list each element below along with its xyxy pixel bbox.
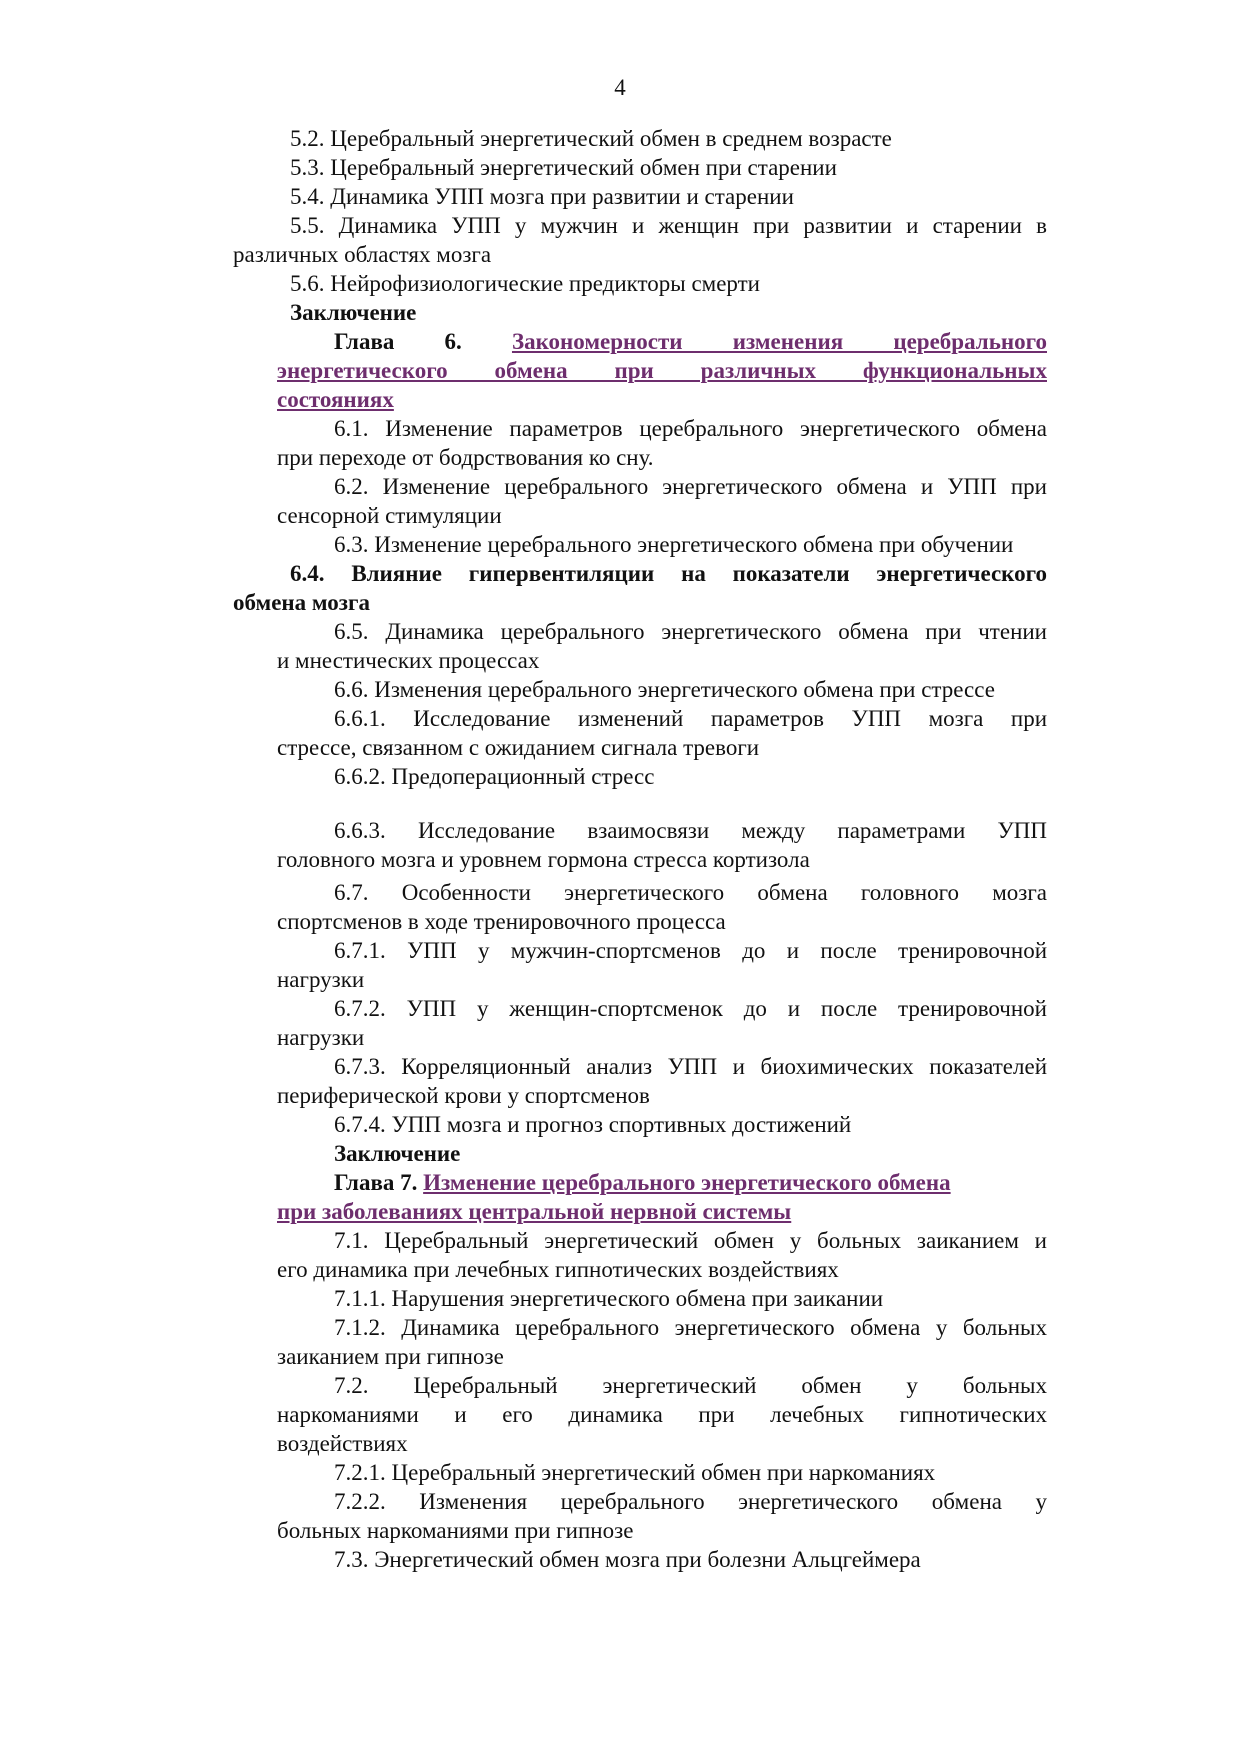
section-conclusion-6: Заключение bbox=[334, 1141, 461, 1166]
toc-entry-6-1: 6.1. Изменение параметров церебрального энергетического обмена bbox=[334, 416, 1047, 441]
toc-entry-6-6-1-cont: стрессе, связанном с ожиданием сигнала тревоги bbox=[277, 735, 760, 760]
toc-entry-6-6-1: 6.6.1. Исследование изменений параметров УПП мозга при bbox=[334, 706, 1047, 731]
toc-entry-5-6: 5.6. Нейрофизиологические предикторы смерти bbox=[290, 271, 760, 296]
toc-entry-6-2-cont: сенсорной стимуляции bbox=[277, 503, 502, 528]
toc-entry-6-3: 6.3. Изменение церебрального энергетического обмена при обучении bbox=[334, 532, 1014, 557]
toc-entry-6-7-4: 6.7.4. УПП мозга и прогноз спортивных достижений bbox=[334, 1112, 852, 1137]
toc-entry-6-4: 6.4. Влияние гипервентиляции на показатели энергетического bbox=[290, 561, 1047, 586]
chapter-7-heading bbox=[334, 1168, 951, 1197]
toc-entry-7-2-cont2: воздействиях bbox=[277, 1431, 408, 1456]
toc-entry-6-7: 6.7. Особенности энергетического обмена головного мозга bbox=[334, 880, 1047, 905]
toc-entry-6-7-2-cont: нагрузки bbox=[277, 1025, 365, 1050]
toc-entry-7-2-2-cont: больных наркоманиями при гипнозе bbox=[277, 1518, 634, 1543]
toc-entry-7-1: 7.1. Церебральный энергетический обмен у больных заиканием и bbox=[334, 1228, 1047, 1253]
toc-entry-6-7-1: 6.7.1. УПП у мужчин-спортсменов до и после тренировочной bbox=[334, 938, 1047, 963]
chapter-6-link-cont2[interactable]: состояниях bbox=[277, 387, 394, 412]
chapter-6-label: Глава 6. bbox=[334, 329, 462, 354]
toc-entry-6-4-cont: обмена мозга bbox=[233, 590, 370, 615]
toc-entry-6-5: 6.5. Динамика церебрального энергетического обмена при чтении bbox=[334, 619, 1047, 644]
toc-entry-7-3: 7.3. Энергетический обмен мозга при болезни Альцгеймера bbox=[334, 1547, 921, 1572]
toc-entry-6-6-3: 6.6.3. Исследование взаимосвязи между параметрами УПП bbox=[334, 818, 1047, 843]
toc-entry-6-7-3: 6.7.3. Корреляционный анализ УПП и биохимических показателей bbox=[334, 1054, 1047, 1079]
toc-entry-7-2-cont: наркоманиями и его динамика при лечебных гипнотических bbox=[277, 1402, 1047, 1427]
chapter-7-link[interactable]: Изменение церебрального энергетического обмена bbox=[423, 1170, 951, 1195]
toc-entry-7-2: 7.2. Церебральный энергетический обмен у больных bbox=[334, 1373, 1047, 1398]
chapter-7-link-cont[interactable]: при заболеваниях центральной нервной системы bbox=[277, 1199, 792, 1224]
toc-entry-6-7-1-cont: нагрузки bbox=[277, 967, 365, 992]
toc-entry-6-2: 6.2. Изменение церебрального энергетического обмена и УПП при bbox=[334, 474, 1047, 499]
toc-entry-5-5: 5.5. Динамика УПП у мужчин и женщин при развитии и старении в bbox=[290, 213, 1047, 238]
toc-entry-6-5-cont: и мнестических процессах bbox=[277, 648, 540, 673]
toc-entry-7-1-2: 7.1.2. Динамика церебрального энергетического обмена у больных bbox=[334, 1315, 1047, 1340]
toc-entry-7-2-1: 7.2.1. Церебральный энергетический обмен при наркоманиях bbox=[334, 1460, 936, 1485]
toc-entry-6-7-3-cont: периферической крови у спортсменов bbox=[277, 1083, 650, 1108]
chapter-6-heading bbox=[334, 327, 1047, 356]
toc-entry-5-4: 5.4. Динамика УПП мозга при развитии и старении bbox=[290, 184, 794, 209]
toc-entry-6-7-cont: спортсменов в ходе тренировочного процесса bbox=[277, 909, 726, 934]
toc-entry-7-1-1: 7.1.1. Нарушения энергетического обмена при заикании bbox=[334, 1286, 884, 1311]
toc-entry-6-6-2: 6.6.2. Предоперационный стресс bbox=[334, 764, 655, 789]
toc-entry-5-3: 5.3. Церебральный энергетический обмен при старении bbox=[290, 155, 837, 180]
page-number: 4 bbox=[614, 75, 626, 100]
section-conclusion-5: Заключение bbox=[290, 300, 417, 325]
chapter-6-link-cont[interactable]: энергетического обмена при различных функциональных bbox=[277, 358, 1047, 383]
chapter-7-label: Глава 7. bbox=[334, 1170, 418, 1195]
toc-entry-6-6: 6.6. Изменения церебрального энергетического обмена при стрессе bbox=[334, 677, 995, 702]
toc-entry-6-6-3-cont: головного мозга и уровнем гормона стресса кортизола bbox=[277, 847, 810, 872]
toc-entry-7-1-cont: его динамика при лечебных гипнотических воздействиях bbox=[277, 1257, 839, 1282]
chapter-6-link[interactable]: Закономерности изменения церебрального bbox=[511, 329, 1047, 354]
toc-entry-5-5-cont: различных областях мозга bbox=[233, 242, 492, 267]
toc-entry-7-2-2: 7.2.2. Изменения церебрального энергетического обмена у bbox=[334, 1489, 1047, 1514]
toc-entry-5-2: 5.2. Церебральный энергетический обмен в среднем возрасте bbox=[290, 126, 892, 151]
toc-entry-6-7-2: 6.7.2. УПП у женщин-спортсменок до и после тренировочной bbox=[334, 996, 1047, 1021]
toc-entry-7-1-2-cont: заиканием при гипнозе bbox=[277, 1344, 504, 1369]
toc-entry-6-1-cont: при переходе от бодрствования ко сну. bbox=[277, 445, 654, 470]
